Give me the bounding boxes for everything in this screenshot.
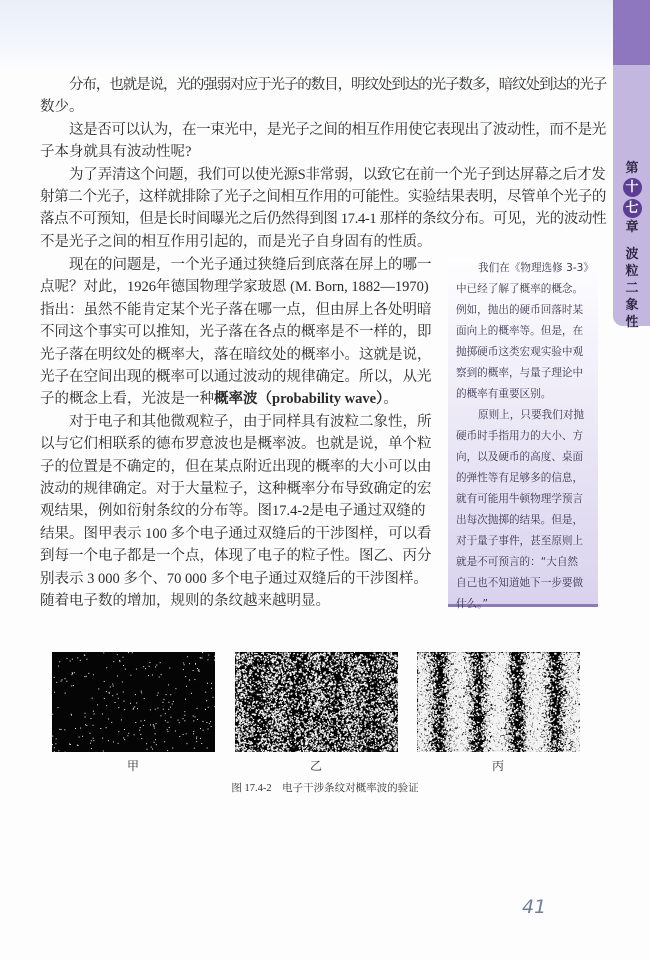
text-line: 自己也不知道她下一步要做 xyxy=(456,577,584,589)
term-probability-wave: 概率波（probability wave） xyxy=(214,391,384,408)
text-line: 以与它们相联系的德布罗意波也是概率波。也就是说，单个粒 xyxy=(40,436,432,453)
panel-label-jia: 甲 xyxy=(126,759,139,773)
text-line: 硬币时手指用力的大小、方 xyxy=(456,430,584,442)
text-line: 落点不可预知，但是长时间曝光之后仍然得到图 17.4-1 那样的条纹分布。可见，光的波动性 xyxy=(40,211,607,228)
text-line: 例如，抛出的硬币回落时某 xyxy=(456,304,584,316)
text-line: 的概率有重要区别。 xyxy=(456,388,552,400)
text-line: 观结果，例如衍射条纹的分布等。图17.4-2是电子通过双缝的 xyxy=(40,503,426,520)
figure-panel-yi xyxy=(235,652,398,752)
figure-panel-bing xyxy=(417,652,580,752)
text-line: 什么。” xyxy=(456,598,488,610)
text-line: 的弹性等有足够多的信息， xyxy=(456,472,584,484)
figure-panel-jia xyxy=(52,652,215,752)
text-line: 点呢？对此，1926年德国物理学家玻恩 (M. Born, 1882—1970) xyxy=(40,279,429,296)
text-line: 光子在空间出现的概率可以通过波动的规律确定。所以，从光 xyxy=(40,369,432,385)
text-line: 对于量子事件，甚至原则上 xyxy=(456,535,584,547)
chapter-title-char: 粒 xyxy=(625,264,639,279)
text-line: 现在的问题是，一个光子通过狭缝后到底落在屏上的哪一 xyxy=(69,257,432,273)
text-line: 我们在《物理选修 3-3》 xyxy=(478,262,595,274)
text-line: 光子落在明纹处的概率大，落在暗纹处的概率小。这就是说， xyxy=(40,346,432,363)
chapter-title-char: 二 xyxy=(625,281,639,296)
text-line: 不同这个事实可以推知，光子落在各点的概率是不一样的，即 xyxy=(40,324,432,341)
text-line: 出每次抛掷的结果。但是， xyxy=(456,514,584,526)
text-line: 数少。 xyxy=(40,99,84,116)
chapter-suffix: 章 xyxy=(625,220,639,235)
text-line: 抛掷硬币这类宏观实验中观 xyxy=(456,346,584,358)
text-segment: 子的概念上看，光波是一种 xyxy=(40,391,214,408)
header-band xyxy=(0,0,613,70)
text-line: 别表示 3 000 多个、70 000 多个电子通过双缝后的干涉图样。 xyxy=(40,570,428,587)
text-line: 指出：虽然不能肯定某个光子落在哪一点，但由屏上各处明暗 xyxy=(40,301,432,318)
chapter-label xyxy=(618,160,646,331)
text-line: 子的位置是不确定的，但在某点附近出现的概率的大小可以由 xyxy=(40,458,432,475)
text-line: 向，以及硬币的高度、桌面 xyxy=(456,451,584,463)
text-line xyxy=(40,388,398,410)
chapter-number-1: 十 xyxy=(623,178,642,197)
text-segment: 。 xyxy=(383,391,398,408)
chapter-title-char: 性 xyxy=(625,315,639,330)
chapter-title xyxy=(618,246,646,331)
text-line: 射第二个光子，这样就排除了光子之间相互作用的可能性。实验结果表明，尽管单个光子的 xyxy=(40,189,606,205)
chapter-number-2: 七 xyxy=(623,199,642,218)
chapter-tab-top xyxy=(613,0,650,65)
figure-caption: 图 17.4-2 电子干涉条纹对概率波的验证 xyxy=(231,783,419,794)
text-line: 对于电子和其他微观粒子，由于同样具有波粒二象性，所 xyxy=(69,413,432,430)
text-line: 就有可能用牛顿物理学预言 xyxy=(456,493,584,505)
panel-label-yi: 乙 xyxy=(309,759,322,773)
text-line: 为了弄清这个问题，我们可以使光源S非常弱，以致它在前一个光子到达屏幕之后才发 xyxy=(69,166,606,183)
text-line: 波动的规律确定。对于大量粒子，这种概率分布导致确定的宏 xyxy=(40,481,432,497)
text-line: 原则上，只要我们对抛 xyxy=(478,409,584,421)
text-line: 就是不可预言的：“大自然 xyxy=(456,556,579,568)
text-line: 中已经了解了概率的概念。 xyxy=(456,283,584,295)
text-line: 这是否可以认为，在一束光中，是光子之间的相互作用使它表现出了波动性，而不是光 xyxy=(69,121,606,138)
text-line: 面向上的概率等。但是，在 xyxy=(456,325,584,337)
chapter-title-char: 波 xyxy=(625,247,639,262)
text-line: 察到的概率，与量子理论中 xyxy=(456,367,584,379)
sidebar-note xyxy=(448,258,598,610)
chapter-prefix: 第 xyxy=(625,161,639,176)
text-line: 随着电子数的增加，规则的条纹越来越明显。 xyxy=(40,593,330,609)
text-line: 子本身就具有波动性呢? xyxy=(40,144,192,161)
text-line: 结果。图甲表示 100 多个电子通过双缝后的干涉图样，可以看 xyxy=(40,525,432,542)
text-line: 分布，也就是说，光的强弱对应于光子的数目，明纹处到达的光子数多，暗纹处到达的光子 xyxy=(69,77,607,93)
text-line: 到每一个电子都是一个点，体现了电子的粒子性。图乙、丙分 xyxy=(40,548,432,565)
text-line: 不是光子之间的相互作用引起的，而是光子自身固有的性质。 xyxy=(40,233,432,250)
chapter-title-char: 象 xyxy=(625,298,639,313)
panel-label-bing: 丙 xyxy=(491,759,504,773)
page-number: 41 xyxy=(522,896,547,918)
